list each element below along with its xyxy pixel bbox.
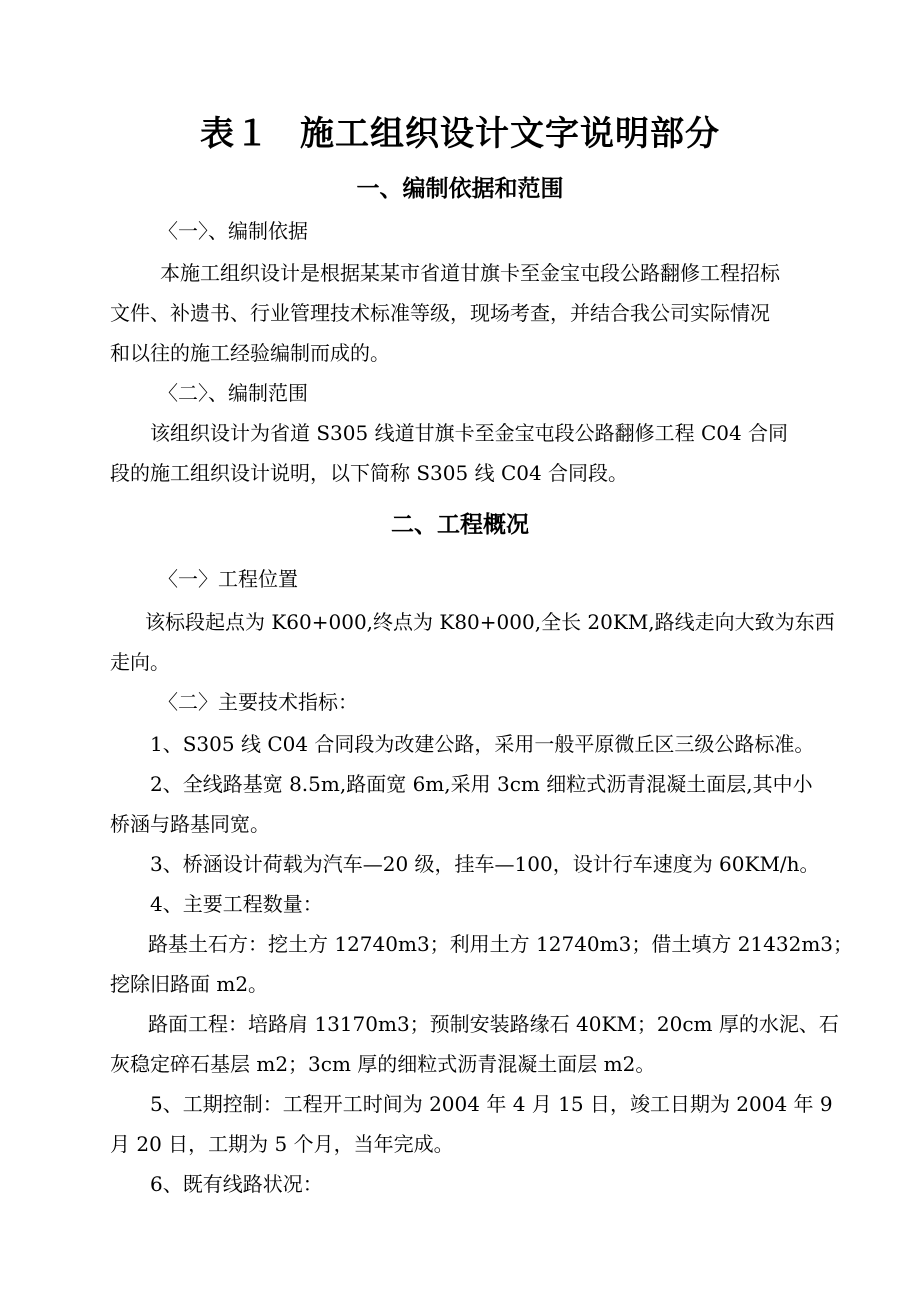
- section2-sub1-heading: 〈一〉工程位置: [158, 567, 298, 591]
- paragraph-line: 灰稳定碎石基层 m2；3cm 厚的细粒式沥青混凝土面层 m2。: [110, 1052, 656, 1076]
- title-text: 施工组织设计文字说明部分: [300, 114, 720, 154]
- paragraph-line: 和以往的施工经验编制而成的。: [110, 341, 390, 365]
- paragraph-line: 挖除旧路面 m2。: [110, 972, 269, 996]
- paragraph-line: 走向。: [110, 650, 170, 674]
- list-item: 3、桥涵设计荷载为汽车—20 级，挂车—100，设计行车速度为 60KM/h。: [150, 852, 820, 876]
- paragraph-line: 文件、补遗书、行业管理技术标准等级，现场考查，并结合我公司实际情况: [110, 301, 770, 325]
- paragraph-line: 该标段起点为 K60+000,终点为 K80+000,全长 20KM,路线走向大致为东西: [145, 610, 835, 634]
- list-item: 6、既有线路状况：: [150, 1172, 323, 1196]
- paragraph-line: 路基土石方：挖土方 12740m3；利用土方 12740m3；借土填方 21432m3；: [148, 932, 854, 956]
- page-title: [0, 106, 920, 155]
- paragraph-line: 段的施工组织设计说明，以下简称 S305 线 C04 合同段。: [110, 461, 629, 485]
- list-item: 1、S305 线 C04 合同段为改建公路，采用一般平原微丘区三级公路标准。: [150, 732, 815, 756]
- section2-sub2-heading: 〈二〉主要技术指标：: [158, 690, 358, 714]
- section2-heading: 二、工程概况: [391, 511, 529, 538]
- list-item: 5、工期控制：工程开工时间为 2004 年 4 月 15 日，竣工日期为 2004 年 9: [150, 1092, 833, 1116]
- title-label: 表１: [200, 114, 270, 154]
- paragraph-line: 该组织设计为省道 S305 线道甘旗卡至金宝屯段公路翻修工程 C04 合同: [150, 421, 789, 445]
- list-item: 4、主要工程数量：: [150, 892, 323, 916]
- paragraph-line: 本施工组织设计是根据某某市省道甘旗卡至金宝屯段公路翻修工程招标: [160, 261, 780, 285]
- list-item: 2、全线路基宽 8.5m,路面宽 6m,采用 3cm 细粒式沥青混凝土面层,其中小: [150, 772, 813, 796]
- section1-sub1-heading: 〈一〉、编制依据: [158, 219, 308, 243]
- paragraph-line: 路面工程：培路肩 13170m3；预制安装路缘石 40KM；20cm 厚的水泥、石: [148, 1012, 839, 1036]
- section1-sub2-heading: 〈二〉、编制范围: [158, 381, 308, 405]
- paragraph-line: 桥涵与路基同宽。: [110, 812, 270, 836]
- section1-heading: 一、编制依据和范围: [356, 175, 564, 202]
- paragraph-line: 月 20 日，工期为 5 个月，当年完成。: [110, 1132, 454, 1156]
